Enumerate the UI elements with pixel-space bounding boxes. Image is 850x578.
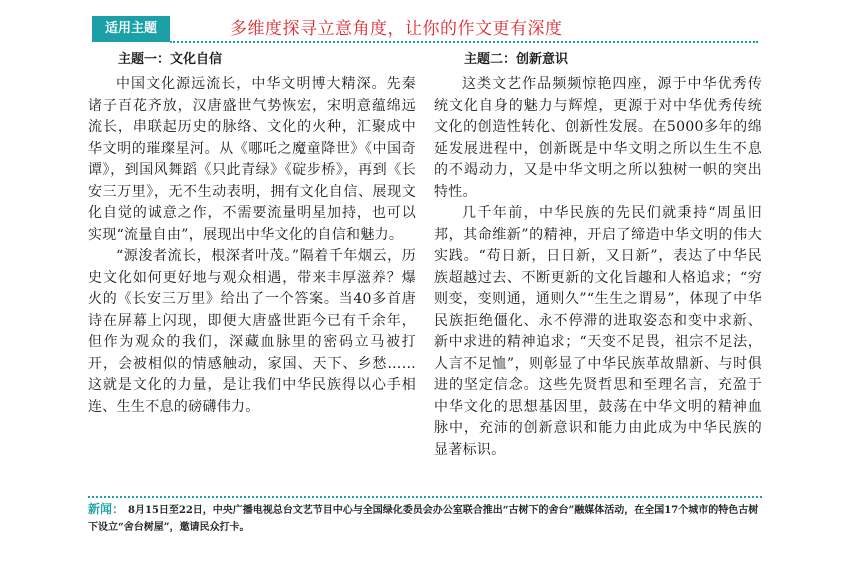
theme-one-title: 主题一：文化自信	[118, 52, 223, 67]
news-box	[88, 496, 762, 536]
topic-tag: 适用主题	[92, 16, 170, 42]
theme-one-paragraph-1: 中国文化源远流长，中华文明博大精深。先秦诸子百花齐放，汉唐盛世气势恢宏，宋明意蕴绵远流长，串联起历史的脉络、文化的火种，汇聚成中华文明的璀璨星河。从《哪吒之魔童降世》《中国奇谭》，到国风舞蹈《只此青绿》《碇步桥》，再到《长安三万里》，无不生动表明，拥有文化自信、展现文化自觉的诚意之作，不需要流量明星加持，也可以实现“流量自由”，展现出中华文化的自信和魅力。	[88, 76, 416, 243]
theme-two-paragraph-2: 几千年前，中华民族的先民们就秉持“周虽旧邦，其命维新”的精神，开启了缔造中华文明的伟大实践。“苟日新，日日新，又日新”，表达了中华民族超越过去、不断更新的文化旨趣和人格追求；“穷则变，变则通，通则久”“生生之谓易”，体现了中华民族拒绝僵化、永不停滞的进取姿态和变中求新、新中求进的精神追求；“天变不足畏，祖宗不足法，人言不足恤”，则彰显了中华民族革故鼎新、与时俱进的坚定信念。这些先贤哲思和至理名言，充盈于中华文化的思想基因里，鼓荡在中华文明的精神血脉中，充沛的创新意识和能力由此成为中华民族的显著标识。	[434, 205, 762, 458]
theme-one-paragraph-2: “源浚者流长，根深者叶茂。”隔着千年烟云，历史文化如何更好地与观众相遇，带来丰厚滋养？爆火的《长安三万里》给出了一个答案。当40多首唐诗在屏幕上闪现，即便大唐盛世距今已有千余年，但作为观众的我们，深藏血脉里的密码立马被打开，会被相似的情感触动，家国、天下、乡愁……这就是文化的力量，是让我们中华民族得以心手相连、生生不息的磅礴伟力。	[88, 248, 416, 415]
right-column	[434, 50, 762, 461]
page-headline: 多维度探寻立意角度，让你的作文更有深度	[230, 19, 563, 39]
left-column	[88, 50, 416, 418]
theme-two-paragraph-1: 这类文艺作品频频惊艳四座，源于中华优秀传统文化自身的魅力与辉煌，更源于对中华优秀传统文化的创造性转化、创新性发展。在5000多年的绵延发展进程中，创新既是中华文明之所以生生不息的不竭动力，又是中华文明之所以独树一帜的突出特性。	[434, 76, 762, 200]
header-divider	[170, 41, 758, 43]
news-label: 新闻：	[88, 502, 125, 516]
news-text: 8月15日至22日，中央广播电视总台文艺节目中心与全国绿化委员会办公室联合推出“古树下的舍台”融媒体活动，在全国17个城市的特色古树下设立“舍台树屋”，邀请民众打卡。	[88, 505, 759, 533]
theme-two-title: 主题二：创新意识	[464, 52, 569, 67]
